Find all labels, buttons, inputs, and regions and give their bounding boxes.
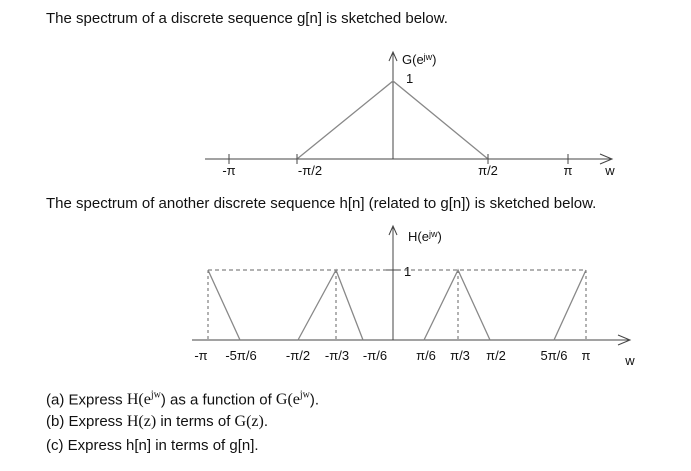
fig2-tick-label: 5π/6 (540, 348, 568, 363)
question-a-h-func: $H(e^{jw}$ (126, 390, 161, 409)
question-b-g-func: G(z) (234, 413, 264, 430)
fig1-ylabel: $G(e^{jw})$ (402, 52, 437, 67)
question-a-end: ). (309, 391, 320, 409)
fig2-tick-label: π/3 (450, 348, 470, 363)
fig1-tick-label: -π/2 (297, 163, 323, 178)
intro-text-2: The spectrum of another discrete sequence h[n] (related to g[n]) is sketched below. (46, 195, 597, 212)
fig2-tick-label: -π (194, 348, 208, 363)
question-b-prefix: (b) Express (46, 413, 127, 430)
fig2-tick-label: -π/3 (324, 348, 350, 363)
fig2-tick-label: π/2 (486, 348, 506, 363)
fig2-triangle (298, 270, 363, 340)
fig2-triangle-edge (208, 270, 240, 340)
intro-text-1: The spectrum of a discrete sequence g[n] is sketched below. (46, 10, 448, 27)
fig1-peak-label: 1 (406, 71, 414, 86)
fig1-tick-label: -π (222, 163, 236, 178)
fig2-tick-label: -π/6 (362, 348, 388, 363)
fig2-triangle-edge (554, 270, 586, 340)
fig2-tick-label: -5π/6 (225, 348, 257, 363)
fig2-xlabel: w (625, 353, 635, 368)
question-a (46, 390, 319, 409)
question-b (46, 413, 268, 431)
fig1-tick-label: π (563, 163, 573, 178)
fig2-tick-label: -π/2 (285, 348, 311, 363)
question-b-end: . (263, 413, 269, 430)
fig2-tick-label: π/6 (416, 348, 436, 363)
fig2-triangle (424, 270, 490, 340)
fig2-tick-label: π (581, 348, 591, 363)
fig1-xlabel: w (605, 163, 615, 178)
question-c: (c) Express h[n] in terms of g[n]. (46, 437, 259, 454)
question-a-prefix: (a) Express (46, 391, 127, 409)
fig2-ylabel: $H(e^{jw})$ (408, 229, 442, 244)
fig2-level-label: 1 (404, 264, 412, 279)
fig1-tick-label: π/2 (478, 163, 498, 178)
question-a-mid: ) as a function of (160, 391, 276, 409)
question-b-h-func: H(z) (126, 413, 157, 430)
question-b-mid: in terms of (156, 413, 235, 430)
figure-2-spectrum-h (192, 226, 635, 368)
question-a-g-func: $G(e^{jw}$ (275, 390, 310, 409)
